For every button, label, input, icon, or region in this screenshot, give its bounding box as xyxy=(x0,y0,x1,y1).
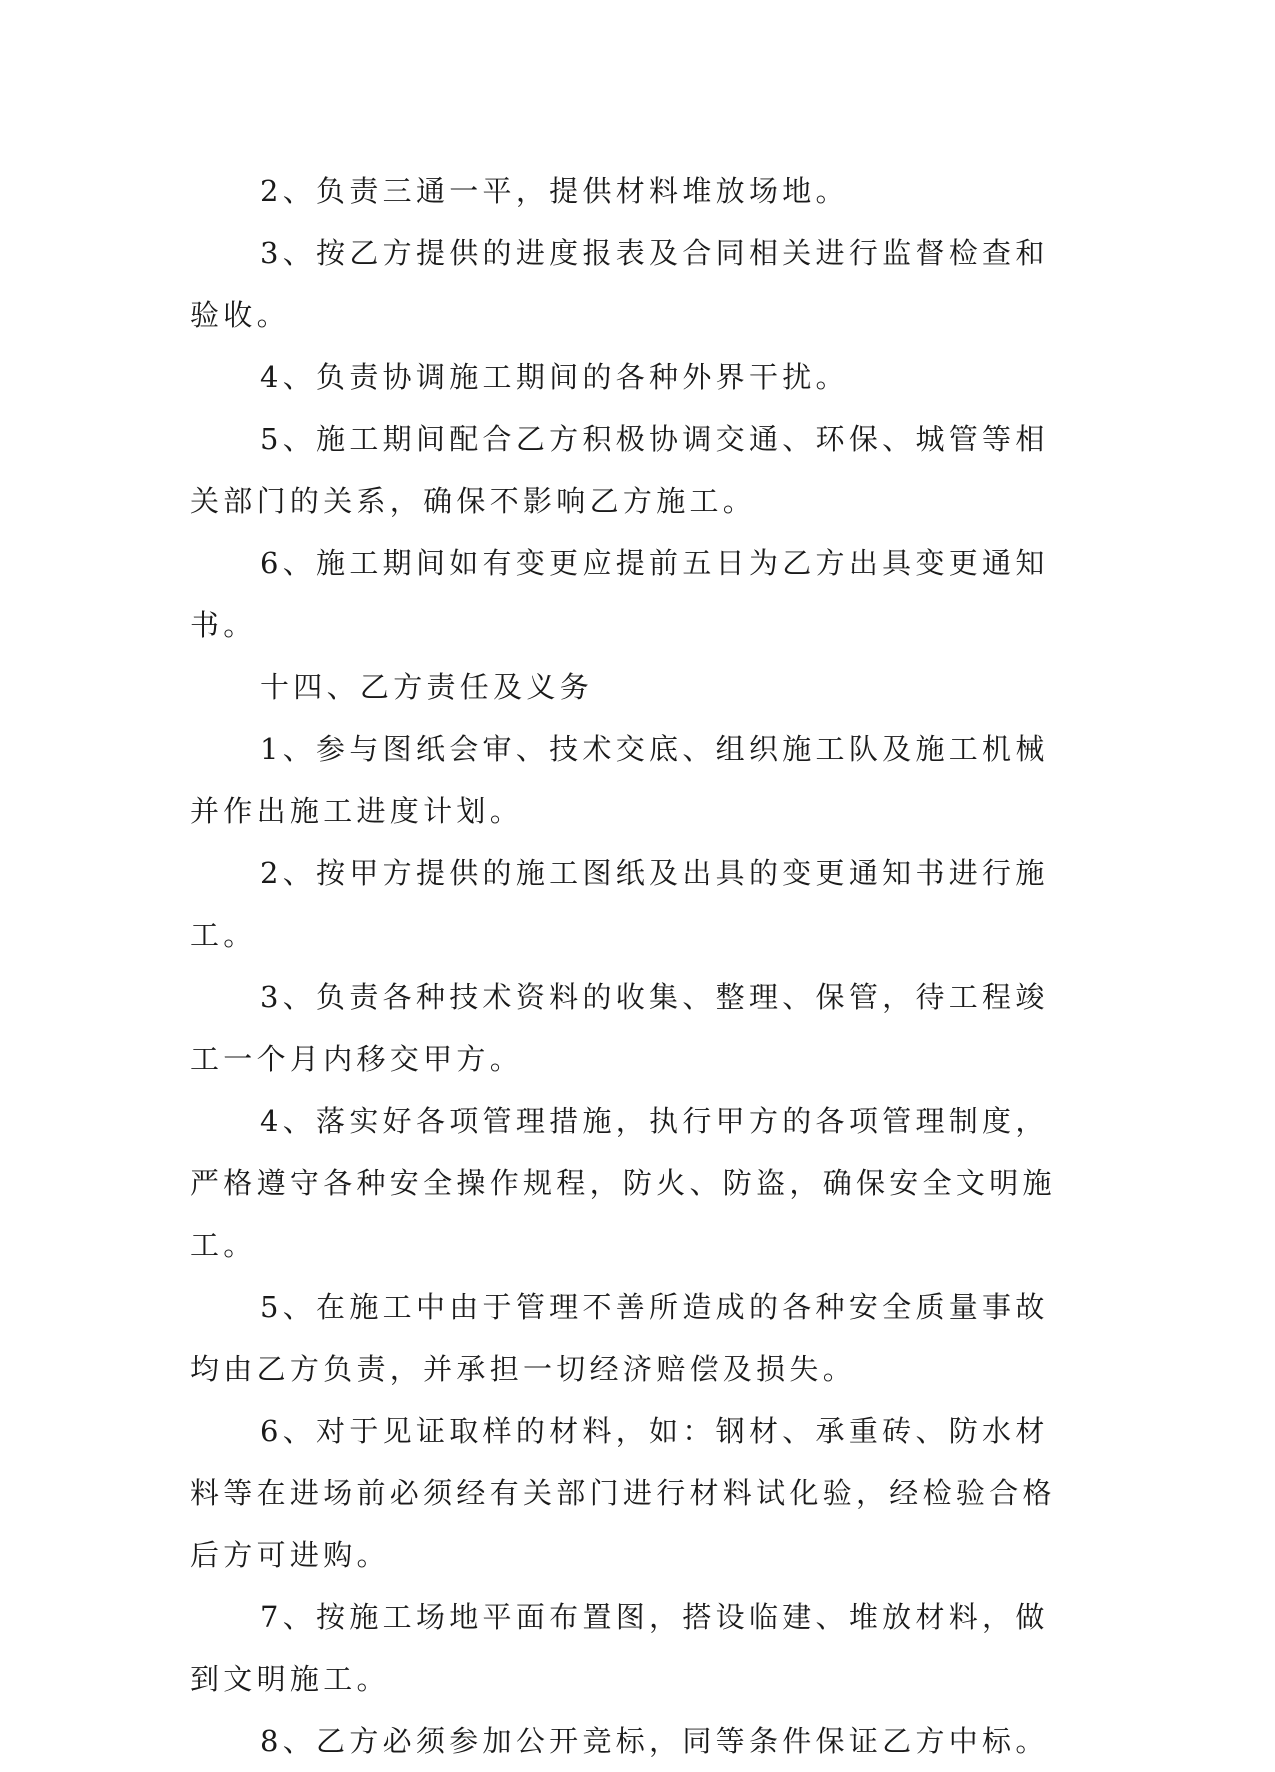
paragraph-party-a-duty-2: 2、负责三通一平，提供材料堆放场地。 xyxy=(260,174,849,208)
document-body xyxy=(190,160,1060,1772)
paragraph-party-b-duty-3: 3、负责各种技术资料的收集、整理、保管，待工程竣工一个月内移交甲方。 xyxy=(190,980,1049,1076)
paragraph-party-b-duty-8: 8、乙方必须参加公开竞标，同等条件保证乙方中标。 xyxy=(260,1724,1049,1758)
paragraph-party-a-duty-4: 4、负责协调施工期间的各种外界干扰。 xyxy=(260,360,849,394)
paragraph-party-b-duty-1: 1、参与图纸会审、技术交底、组织施工队及施工机械并作出施工进度计划。 xyxy=(190,732,1049,828)
paragraph-party-a-duty-5: 5、施工期间配合乙方积极协调交通、环保、城管等相关部门的关系，确保不影响乙方施工。 xyxy=(190,422,1049,518)
paragraph-party-a-duty-6: 6、施工期间如有变更应提前五日为乙方出具变更通知书。 xyxy=(190,546,1049,642)
paragraph-party-a-duty-3: 3、按乙方提供的进度报表及合同相关进行监督检查和验收。 xyxy=(190,236,1049,332)
paragraph-party-b-duty-2: 2、按甲方提供的施工图纸及出具的变更通知书进行施工。 xyxy=(190,856,1049,952)
paragraph-party-b-duty-7: 7、按施工场地平面布置图，搭设临建、堆放材料，做到文明施工。 xyxy=(190,1600,1049,1696)
paragraph-party-b-duty-4: 4、落实好各项管理措施，执行甲方的各项管理制度，严格遵守各种安全操作规程，防火、防盗，确保安全文明施工。 xyxy=(190,1104,1056,1262)
section-heading-party-b: 十四、乙方责任及义务 xyxy=(260,670,594,704)
paragraph-party-b-duty-5: 5、在施工中由于管理不善所造成的各种安全质量事故均由乙方负责，并承担一切经济赔偿及损失。 xyxy=(190,1290,1049,1386)
paragraph-party-b-duty-6: 6、对于见证取样的材料，如：钢材、承重砖、防水材料等在进场前必须经有关部门进行材料试化验，经检验合格后方可进购。 xyxy=(190,1414,1056,1572)
